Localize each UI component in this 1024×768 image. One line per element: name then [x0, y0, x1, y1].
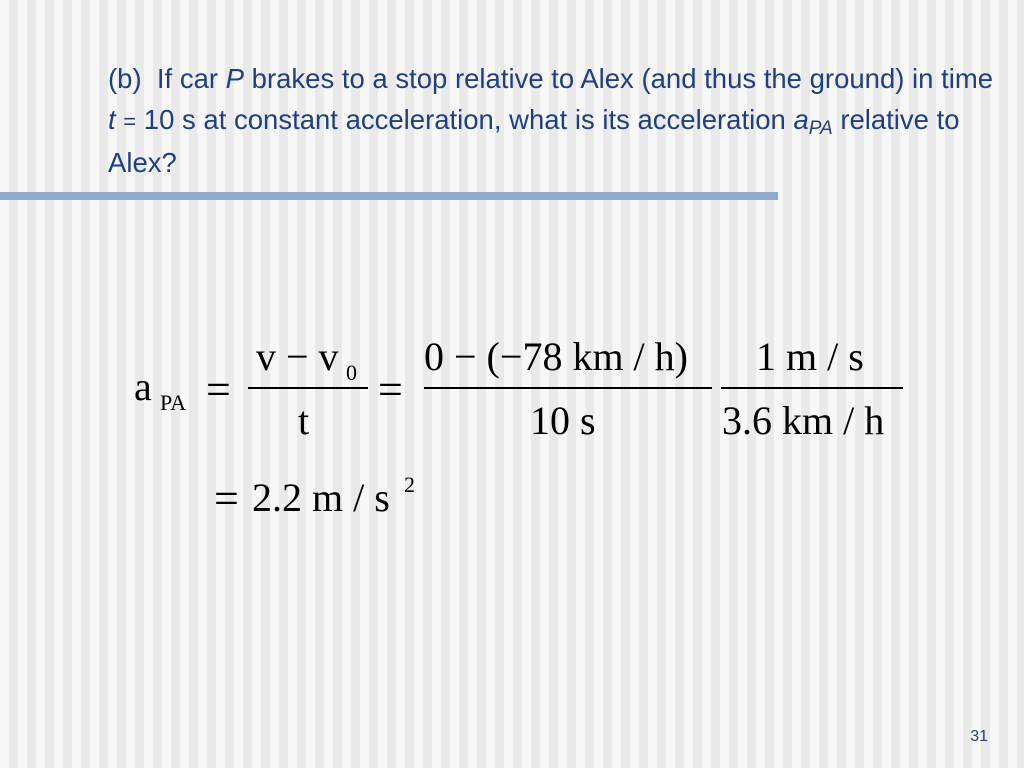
equals-sign-2: = [378, 365, 403, 414]
lhs-symbol: a [134, 364, 152, 409]
equals-sign: = [123, 109, 137, 134]
variable-a: a [793, 104, 809, 135]
question-text-4: relative to Alex? [108, 104, 960, 178]
fraction-3-denominator: 3.6 km / h [722, 398, 885, 443]
question-text-3: 10 s at constant acceleration, what is its acceleration [143, 104, 786, 135]
fraction-1-denominator: t [298, 398, 310, 443]
subscript-pa: PA [808, 118, 833, 139]
question-text-1: If car [156, 63, 219, 94]
question-text [108, 58, 1008, 183]
fraction-2-denominator: 10 s [530, 398, 596, 443]
equals-sign-1: = [206, 365, 231, 414]
equals-sign-3: = [214, 474, 239, 523]
page-number: 31 [970, 728, 988, 745]
fraction-2-numerator: 0 − (−78 km / h) [424, 334, 688, 379]
fraction-1-bar [248, 387, 368, 389]
lhs-subscript: PA [160, 390, 187, 415]
fraction-3-bar [721, 387, 903, 389]
variable-p: P [225, 63, 245, 94]
fraction-1-numerator-subscript: 0 [346, 360, 357, 385]
result-value: 2.2 m / s [252, 475, 390, 520]
variable-t: t [108, 104, 116, 135]
result-exponent: 2 [404, 472, 415, 497]
fraction-3-numerator: 1 m / s [756, 334, 864, 379]
question-label: (b) [108, 63, 142, 94]
divider-bar [0, 192, 778, 200]
question-text-2: brakes to a stop relative to Alex (and thus the ground) in time [251, 63, 994, 94]
fraction-1-numerator: v − v [256, 334, 339, 379]
fraction-2-bar [424, 387, 712, 389]
